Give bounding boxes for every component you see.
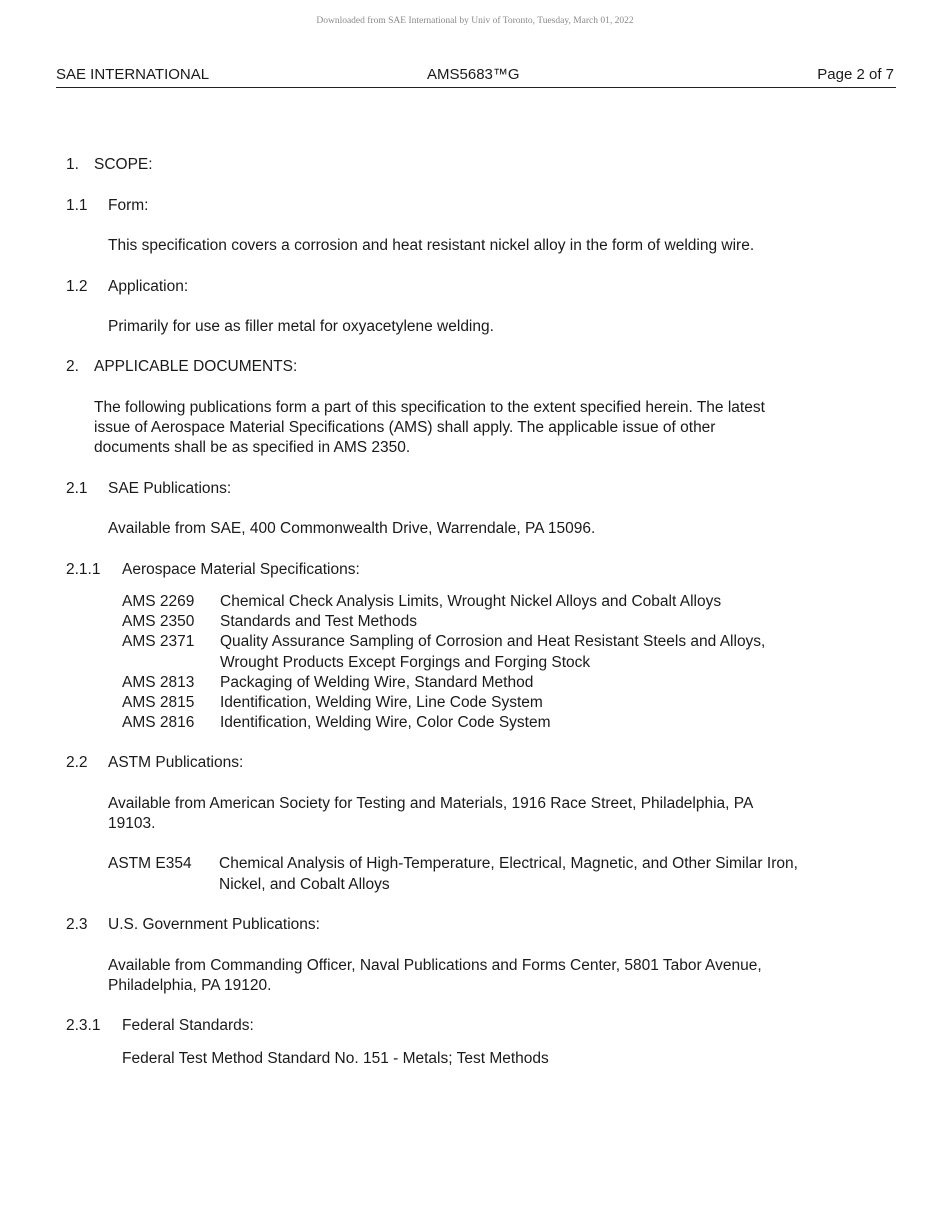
section-2-title: APPLICABLE DOCUMENTS: [94,358,298,375]
section-2-number: 2. [66,358,79,375]
section-2-body-line: The following publications form a part of this specification to the extent specified herein. The latest [94,399,765,416]
section-2-2-body-line: Available from American Society for Testing and Materials, 1916 Race Street, Philadelphia, PA [108,795,754,812]
header-publisher: SAE INTERNATIONAL [56,66,210,83]
section-1-number: 1. [66,156,79,173]
section-1-1-body: This specification covers a corrosion and heat resistant nickel alloy in the form of welding wire. [108,237,755,254]
section-2-2-body-line: 19103. [108,815,156,832]
section-2-2-number: 2.2 [66,754,88,771]
reference-code: AMS 2813 [122,674,195,691]
section-2-body-line: issue of Aerospace Material Specifications (AMS) shall apply. The applicable issue of other [94,419,716,436]
section-2-1-number: 2.1 [66,480,88,497]
section-2-3-title: U.S. Government Publications: [108,916,320,933]
section-1-2-title: Application: [108,278,189,295]
section-1-2-body: Primarily for use as filler metal for oxyacetylene welding. [108,318,494,335]
page-header [56,66,896,88]
section-2-1-body: Available from SAE, 400 Commonwealth Drive, Warrendale, PA 15096. [108,520,596,537]
reference-code: AMS 2815 [122,694,195,711]
section-1-1-title: Form: [108,197,149,214]
section-1-2-number: 1.2 [66,278,88,295]
reference-title: Standards and Test Methods [220,613,418,630]
reference-title: Chemical Analysis of High-Temperature, Electrical, Magnetic, and Other Similar Iron, [219,855,798,872]
section-2-1-1-number: 2.1.1 [66,561,101,578]
section-2-body-line: documents shall be as specified in AMS 2350. [94,439,411,456]
reference-code: AMS 2371 [122,633,195,650]
reference-title: Chemical Check Analysis Limits, Wrought Nickel Alloys and Cobalt Alloys [220,593,722,610]
section-2-3-1-title: Federal Standards: [122,1017,254,1034]
header-document-number: AMS5683™G [427,66,520,83]
reference-code: ASTM E354 [108,855,192,872]
section-2-3-body-line: Philadelphia, PA 19120. [108,977,272,994]
section-2-1-title: SAE Publications: [108,480,232,497]
reference-title: Packaging of Welding Wire, Standard Method [220,674,534,691]
section-2-3-number: 2.3 [66,916,88,933]
section-2-3-1-body: Federal Test Method Standard No. 151 - Metals; Test Methods [122,1050,549,1067]
reference-code: AMS 2269 [122,593,195,610]
reference-title: Identification, Welding Wire, Color Code System [220,714,551,731]
reference-code: AMS 2350 [122,613,195,630]
section-2-3-1-number: 2.3.1 [66,1017,101,1034]
reference-title-continued: Wrought Products Except Forgings and Forging Stock [220,654,591,671]
section-2-1-1-title: Aerospace Material Specifications: [122,561,360,578]
reference-title: Quality Assurance Sampling of Corrosion and Heat Resistant Steels and Alloys, [220,633,766,650]
section-1-1-number: 1.1 [66,197,88,214]
section-2-2-title: ASTM Publications: [108,754,244,771]
section-2-3-body-line: Available from Commanding Officer, Naval Publications and Forms Center, 5801 Tabor Avenue, [108,957,762,974]
download-watermark: Downloaded from SAE International by Univ of Toronto, Tuesday, March 01, 2022 [316,16,634,26]
header-page-number: Page 2 of 7 [817,66,894,83]
reference-title-continued: Nickel, and Cobalt Alloys [219,876,390,893]
reference-title: Identification, Welding Wire, Line Code System [220,694,543,711]
reference-code: AMS 2816 [122,714,195,731]
section-1-title: SCOPE: [94,156,153,173]
